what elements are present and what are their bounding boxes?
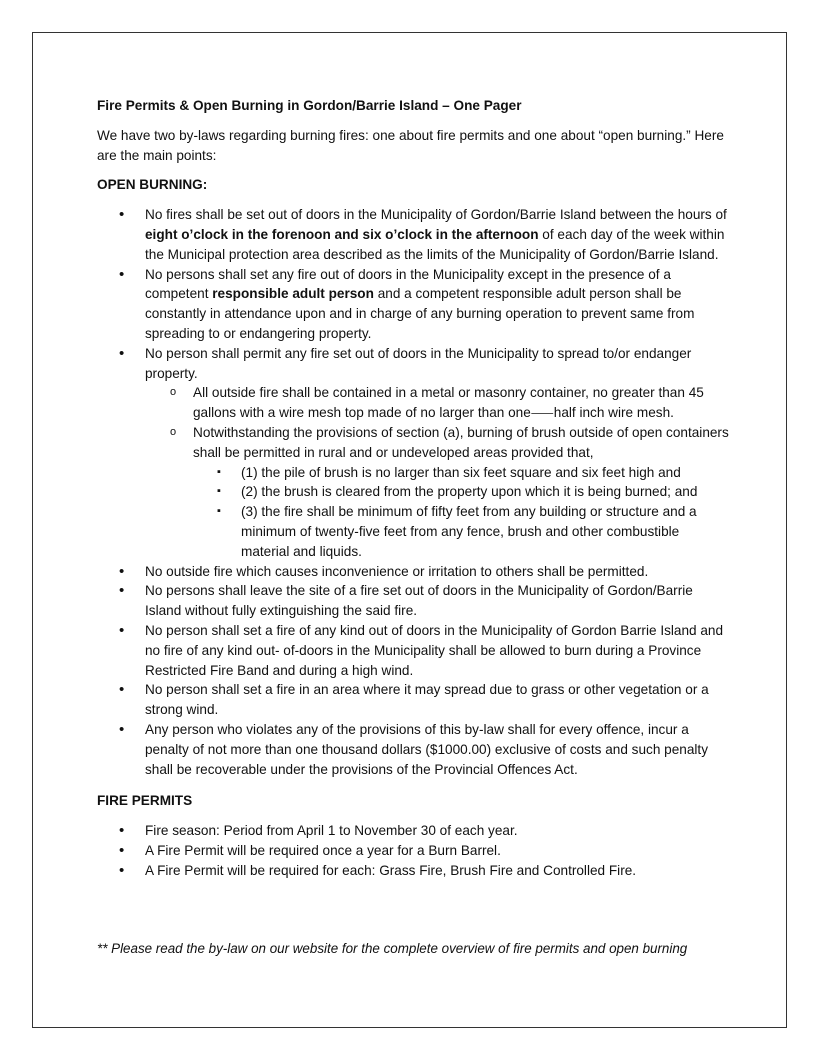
condition-item: ▪ (1) the pile of brush is no larger than six feet square and six feet high and [193,463,729,483]
list-item: • No fires shall be set out of doors in the Municipality of Gordon/Barrie Island between the hours of eight o’clock in the forenoon and six o’clock in the afternoon of each day of the week within the Municipal protection area described as the limits of the Municipality of Gordon/Barrie Island. [97,205,729,264]
fire-permits-heading: FIRE PERMITS [97,793,193,809]
sub-list [145,383,729,561]
bold-hours: eight o’clock in the forenoon and six o’clock in the afternoon [145,226,539,242]
list-item: • Fire season: Period from April 1 to November 30 of each year. [97,821,729,841]
condition-item: ▪ (2) the brush is cleared from the property upon which it is being burned; and [193,482,729,502]
open-burning-list [97,205,729,779]
list-item: • A Fire Permit will be required once a year for a Burn Barrel. [97,841,729,861]
open-burning-heading: OPEN BURNING: [97,177,208,193]
fire-permits-list [97,821,729,880]
footer-note: ** Please read the by-law on our website for the complete overview of fire permits and open burning [97,941,688,956]
list-item: • No persons shall leave the site of a fire set out of doors in the Municipality of Gordon/Barrie Island without fully extinguishing the said fire. [97,581,729,621]
list-item: • Any person who violates any of the provisions of this by-law shall for every offence, incur a penalty of not more than one thousand dollars ($1000.00) exclusive of costs and such penalty shall be recoverable under the provisions of the Provincial Offences Act. [97,720,729,779]
intro-paragraph: We have two by-laws regarding burning fires: one about fire permits and one about “open burning.” Here are the main points: [97,127,724,163]
sub-list-item: o All outside fire shall be contained in a metal or masonry container, no greater than 45 gallons with a wire mesh top made of no larger than one⸺half inch wire mesh. [145,383,729,423]
condition-item: ▪ (3) the fire shall be minimum of fifty feet from any building or structure and a minimum of twenty-five feet from any fence, brush and other combustible material and liquids. [193,502,729,561]
sub-list-item: o Notwithstanding the provisions of section (a), burning of brush outside of open containers shall be permitted in rural and or undeveloped areas provided that, ▪ (1) the pile of brush is no larger than six feet square and six feet high and ▪ (2) the brush is cleared from the property upon which it is being burned; and ▪ (3) the fire shall be minimum of fifty feet from any building or structure and a minimum of twenty-five feet from any fence, brush and other combustible material and liquids. [145,423,729,562]
list-item: • No outside fire which causes inconvenience or irritation to others shall be permitted. [97,562,729,582]
bold-responsible-adult: responsible adult person [212,286,374,302]
list-item: • No person shall permit any fire set out of doors in the Municipality to spread to/or endanger property. o All outside fire shall be contained in a metal or masonry container, no greater than 45 gallons with a wire mesh top made of no larger than one⸺half inch wire mesh. o Notwithstanding the provisions of section (a), burning of brush outside of open containers shall be permitted in rural and or undeveloped areas provided that, ▪ (1) the pile of brush is no larger than six feet square and six feet high and ▪ (2) the brush is cleared from the property upon which it is being burned; and ▪ (3) the fire shall be minimum of fifty feet from any building or structure and a minimum of twenty-five feet from any fence, brush and other combustible material and liquids. [97,344,729,562]
list-item: • No persons shall set any fire out of doors in the Municipality except in the presence of a competent responsible adult person and a competent responsible adult person shall be constantly in attendance upon and in charge of any burning operation to prevent same from spreading to or endangering property. [97,265,729,344]
list-item: • No person shall set a fire in an area where it may spread due to grass or other vegetation or a strong wind. [97,680,729,720]
condition-list [193,463,729,562]
list-item: • No person shall set a fire of any kind out of doors in the Municipality of Gordon Barrie Island and no fire of any kind out- of-doors in the Municipality shall be allowed to burn during a Province Restricted Fire Band and during a high wind. [97,621,729,680]
list-item: • A Fire Permit will be required for each: Grass Fire, Brush Fire and Controlled Fire. [97,861,729,881]
document-title: Fire Permits & Open Burning in Gordon/Barrie Island – One Pager [97,98,522,113]
document-body [97,96,729,880]
